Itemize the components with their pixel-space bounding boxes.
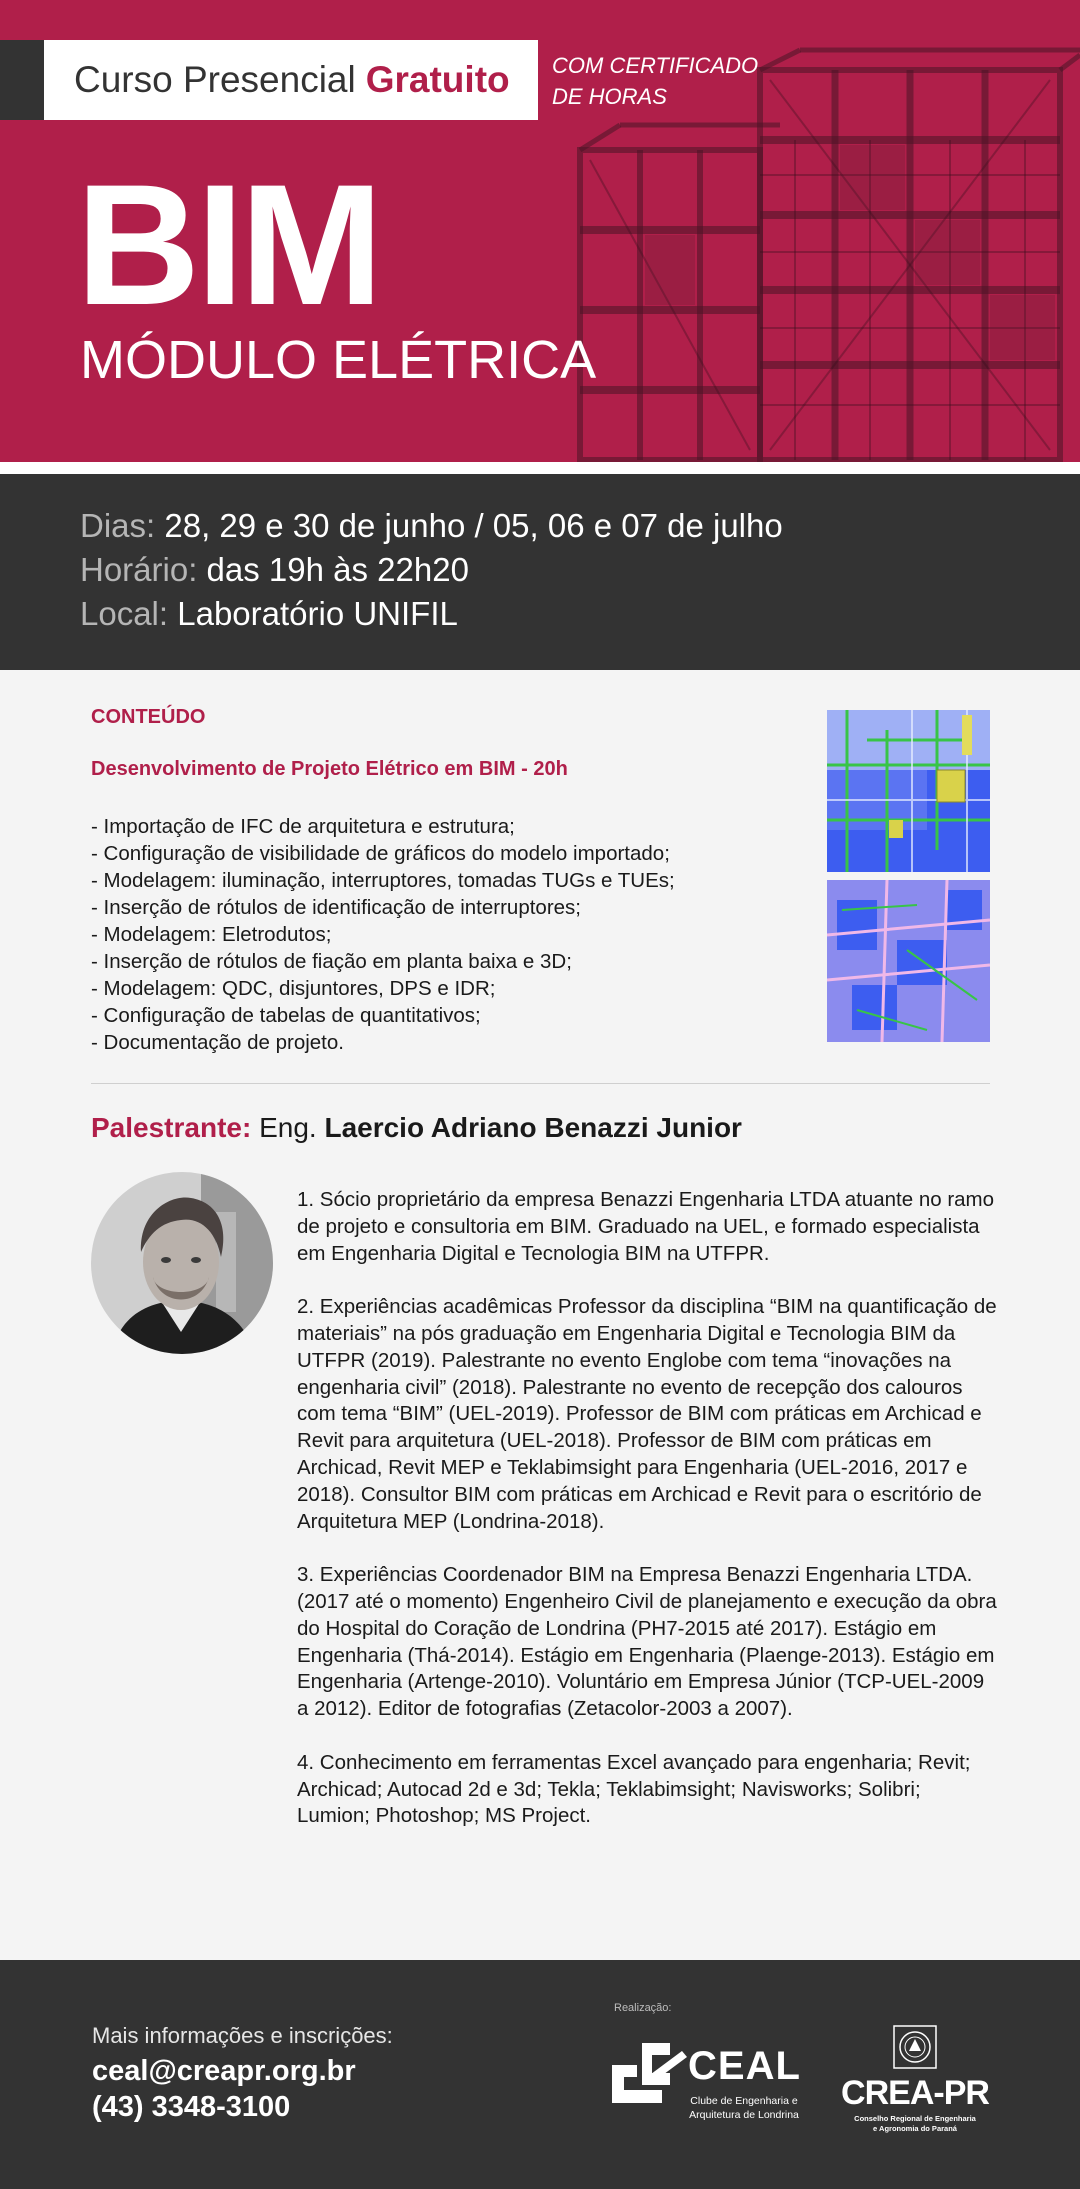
certificate-line-2: DE HORAS <box>552 84 667 109</box>
crea-seal-icon <box>893 2025 937 2069</box>
list-item: - Inserção de rótulos de identificação de interruptores; <box>91 896 581 919</box>
schedule-info <box>0 474 1080 670</box>
bio-paragraph: 4. Conhecimento em ferramentas Excel avançado para engenharia; Revit; Archicad; Autocad 2d e 3d; Tekla; Teklabimsight; Navisworks; Solibri; Lumion; Photoshop; MS Project. <box>297 1750 971 1828</box>
ceal-desc-line-1: Clube de Engenharia e <box>690 2095 798 2107</box>
page-title: BIM <box>76 149 380 341</box>
list-item: - Documentação de projeto. <box>91 1031 344 1054</box>
header-banner <box>0 0 1080 462</box>
realization-label: Realização: <box>614 2002 672 2014</box>
list-item: - Configuração de tabelas de quantitativos; <box>91 1004 481 1027</box>
speaker-bio <box>297 1187 997 1857</box>
page-subtitle: MÓDULO ELÉTRICA <box>80 330 597 390</box>
speaker-label: Palestrante: <box>91 1112 252 1143</box>
contact-email[interactable]: ceal@creapr.org.br <box>92 2055 356 2087</box>
contact-phone[interactable]: (43) 3348-3100 <box>92 2091 291 2123</box>
time-label: Horário: <box>80 551 198 588</box>
list-item: - Modelagem: QDC, disjuntores, DPS e IDR; <box>91 977 496 1000</box>
list-item: - Inserção de rótulos de fiação em planta baixa e 3D; <box>91 950 572 973</box>
certificate-line-1: COM CERTIFICADO <box>552 53 759 78</box>
ceal-name: CEAL <box>688 2044 801 2088</box>
badge-highlight: Gratuito <box>365 59 510 100</box>
bio-paragraph: 1. Sócio proprietário da empresa Benazzi Engenharia LTDA atuante no ramo de projeto e consultoria em BIM. Graduado na UEL, e formado especialista em Engenharia Digital e Tecnologia BIM na UTFPR. <box>297 1188 995 1265</box>
time-value: das 19h às 22h20 <box>206 551 469 588</box>
speaker-heading <box>91 1112 742 1144</box>
footer <box>0 1960 1080 2189</box>
crea-desc-line-2: e Agronomia do Paraná <box>873 2124 957 2133</box>
speaker-photo <box>91 1172 273 1354</box>
divider-strip <box>0 462 1080 474</box>
place-line <box>80 592 1080 636</box>
badge-prefix: Curso Presencial <box>74 59 356 100</box>
list-item: - Modelagem: Eletrodutos; <box>91 923 332 946</box>
days-label: Dias: <box>80 507 156 544</box>
crea-desc-line-1: Conselho Regional de Engenharia <box>854 2114 976 2123</box>
electrical-model-image-2 <box>827 880 990 1042</box>
speaker-prefix: Eng. <box>259 1112 317 1143</box>
ceal-desc-line-2: Arquitetura de Londrina <box>689 2109 799 2121</box>
course-type-badge <box>44 40 538 120</box>
days-line <box>80 504 1080 548</box>
place-value: Laboratório UNIFIL <box>177 595 458 632</box>
list-item: - Modelagem: iluminação, interruptores, tomadas TUGs e TUEs; <box>91 869 675 892</box>
days-value: 28, 29 e 30 de junho / 05, 06 e 07 de julho <box>164 507 783 544</box>
bio-paragraph: 2. Experiências acadêmicas Professor da disciplina “BIM na quantificação de materiais” na pós graduação em Engenharia Digital e Tecnologia BIM da UTFPR (2019). Palestrante no evento Englobe com tema “inovações na engenharia civil” (2018). Palestrante no evento de recepção dos calouros com tema “BIM” (UEL-2019). Professor de BIM com práticas em Archicad e Revit para arquitetura (UEL-2018). Professor de BIM com práticas em Archicad, Revit MEP e Teklabimsight para Engenharia (UEL-2016, 2017 e 2018). Consultor BIM com práticas em Archicad e Revit para o escritório de Arquitetura MEP (Londrina-2018). <box>297 1295 997 1533</box>
list-item: - Importação de IFC de arquitetura e estrutura; <box>91 815 515 838</box>
place-label: Local: <box>80 595 169 632</box>
list-item: - Configuração de visibilidade de gráficos do modelo importado; <box>91 842 670 865</box>
topics-list <box>91 813 675 1056</box>
badge-accent-block <box>0 40 44 120</box>
speaker-name: Laercio Adriano Benazzi Junior <box>324 1112 742 1143</box>
contact-label: Mais informações e inscrições: <box>92 2023 393 2048</box>
ceal-description <box>684 2094 804 2122</box>
crea-description <box>838 2114 992 2134</box>
certificate-note <box>552 50 758 112</box>
time-line <box>80 548 1080 592</box>
content-section <box>0 670 1080 1960</box>
bio-paragraph: 3. Experiências Coordenador BIM na Empresa Benazzi Engenharia LTDA. (2017 até o momento) Engenheiro Civil de planejamento e execução da obra do Hospital do Coração de Londrina (PH7-2015 até 2017). Estágio em Engenharia (Thá-2014). Estágio em Engenharia (Plaenge-2013). Estágio em Engenharia (Artenge-2010). Voluntário em Empresa Júnior (TCP-UEL-2009 a 2012). Editor de fotografias (Zetacolor-2003 a 2007). <box>297 1563 997 1721</box>
electrical-model-image-1 <box>827 710 990 872</box>
course-title: Desenvolvimento de Projeto Elétrico em BIM - 20h <box>91 758 568 780</box>
content-divider <box>91 1083 990 1084</box>
section-title: CONTEÚDO <box>91 706 206 728</box>
crea-name: CREA-PR <box>841 2074 989 2112</box>
